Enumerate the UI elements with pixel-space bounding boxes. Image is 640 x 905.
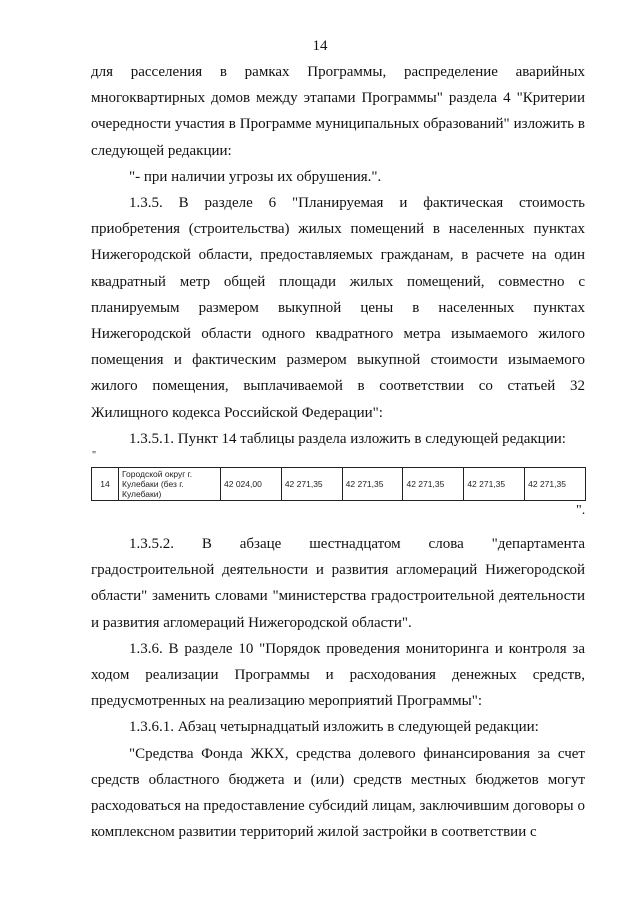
text-block-upper <box>91 59 585 452</box>
text-block-lower <box>91 531 585 845</box>
paragraph: 1.3.6. В разделе 10 "Порядок проведения мониторинга и контроля за ходом реализации Программы и расходования денежных средств, предусмотренных на реализацию мероприятий Программы": <box>91 640 585 710</box>
value-cell: 42 271,35 <box>342 468 403 501</box>
paragraph: для расселения в рамках Программы, распределение аварийных многоквартирных домов между этапами Программы" раздела 4 "Критерии очередности участия в Программе муниципальных образований" изложить в следующей редакции: <box>91 64 585 159</box>
table-close-quote: ". <box>576 503 586 518</box>
municipality-name-cell: Городской округ г. Кулебаки (без г. Кулебаки) <box>119 468 221 501</box>
paragraph: "Средства Фонда ЖКХ, средства долевого финансирования за счет средств областного бюджета и (или) средств местных бюджетов могут расходоваться на предоставление субсидий лицам, заключившим договоры о комплексном развитии территорий жилой застройки в соответствии с <box>91 745 585 841</box>
table-row <box>92 468 586 501</box>
paragraph: 1.3.5. В разделе 6 "Планируемая и фактическая стоимость приобретения (строительства) жилых помещений в населенных пунктах Нижегородской области, предоставляемых гражданам, в расчете на один квадратный метр общей площади жилых помещений, совместно с планируемым размером выкупной цены в населенных пунктах Нижегородской области одного квадратного метра изымаемого жилого помещения и фактическим размером выкупной стоимости изымаемого жилого помещения, выплачиваемой в соответствии со статьей 32 Жилищного кодекса Российской Федерации": <box>91 195 585 421</box>
value-cell: 42 271,35 <box>525 468 586 501</box>
paragraph: 1.3.6.1. Абзац четырнадцатый изложить в следующей редакции: <box>129 719 539 736</box>
paragraph: 1.3.5.1. Пункт 14 таблицы раздела изложить в следующей редакции: <box>129 430 566 447</box>
price-table <box>91 467 586 501</box>
table-open-quote: " <box>92 450 97 461</box>
value-cell: 42 271,35 <box>281 468 342 501</box>
paragraph: "- при наличии угрозы их обрушения.". <box>129 168 382 185</box>
page-number: 14 <box>312 38 328 54</box>
paragraph: 1.3.5.2. В абзаце шестнадцатом слова "департамента градостроительной деятельности и развития агломераций Нижегородской области" заменить словами "министерства градостроительной деятельности и развития агломераций Нижегородской области". <box>91 536 585 631</box>
value-cell: 42 024,00 <box>221 468 282 501</box>
value-cell: 42 271,35 <box>403 468 464 501</box>
row-number-cell: 14 <box>92 468 119 501</box>
value-cell: 42 271,35 <box>464 468 525 501</box>
